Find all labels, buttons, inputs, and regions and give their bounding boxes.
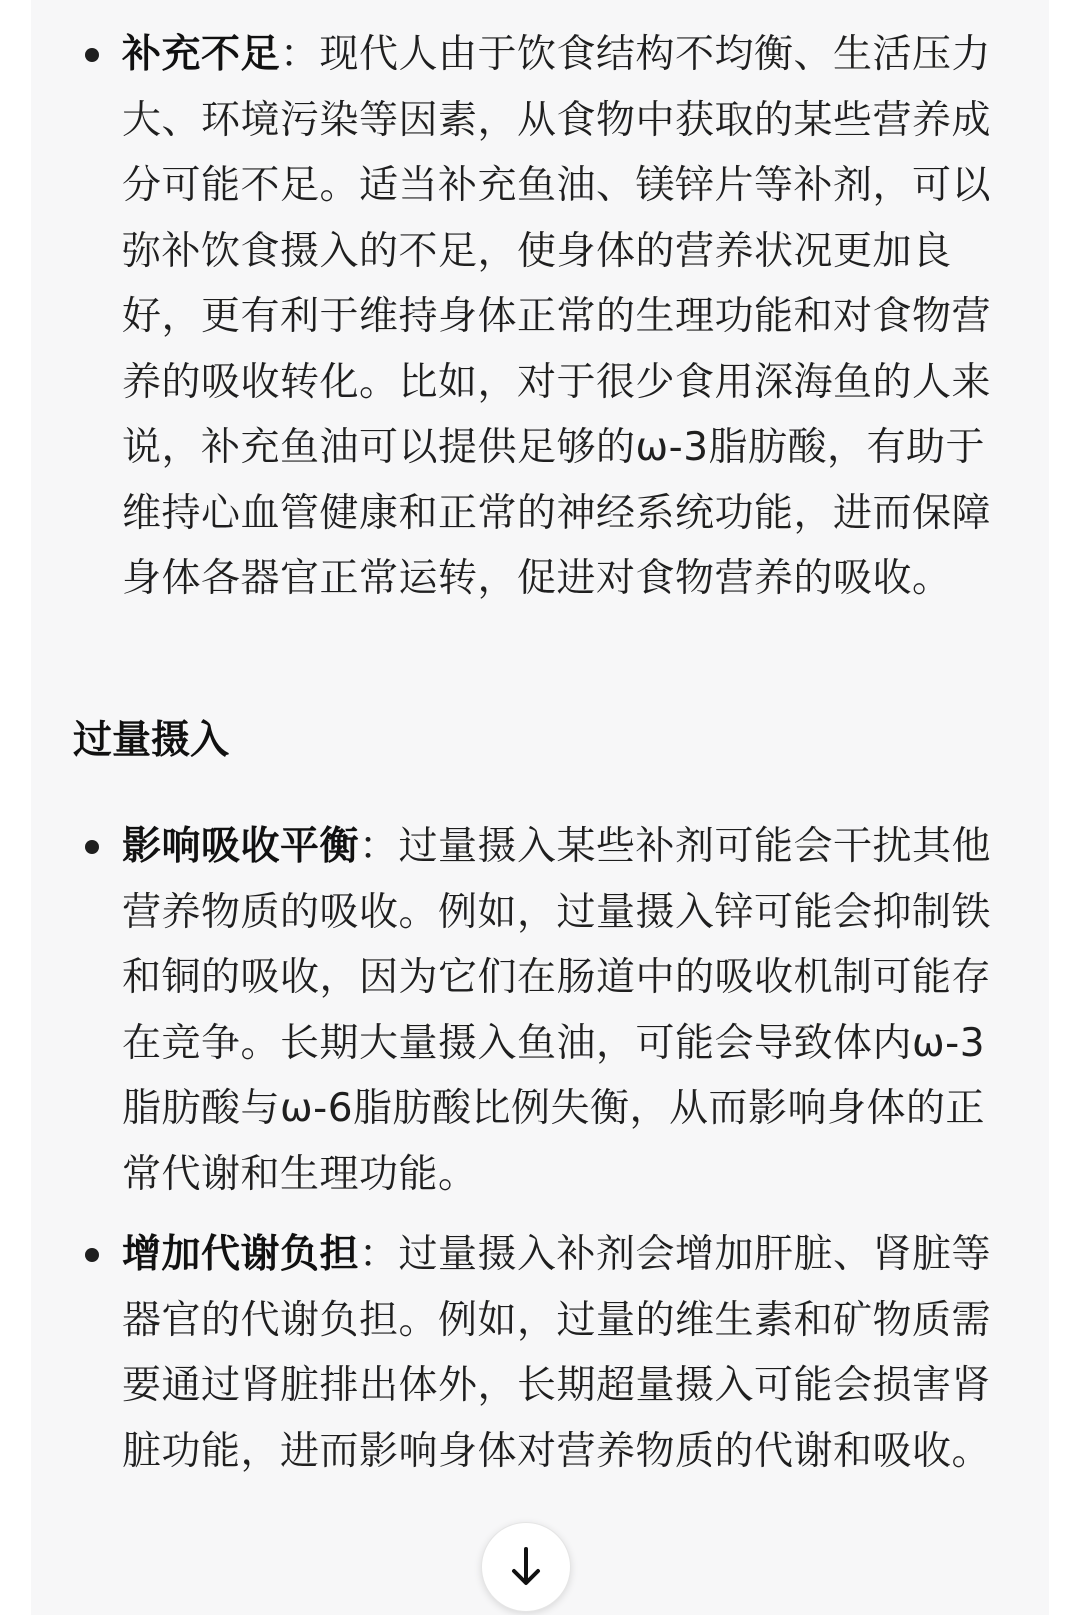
arrow-down-icon — [508, 1545, 544, 1589]
list-item — [31, 814, 1049, 1207]
bullet-icon — [85, 1248, 99, 1262]
message-panel — [31, 0, 1049, 1615]
item-separator: ： — [280, 32, 320, 77]
list-item — [31, 1222, 1049, 1484]
item-term: 增加代谢负担 — [122, 1232, 360, 1277]
bullet-icon — [85, 840, 99, 854]
item-text: 现代人由于饮食结构不均衡、生活压力大、环境污染等因素，从食物中获取的某些营养成分可能不足。适当补充鱼油、镁锌片等补剂，可以弥补饮食摄入的不足，使身体的营养状况更加良好，更有利于维持身体正常的生理功能和对食物营养的吸收转化。比如，对于很少食用深海鱼的人来说，补充鱼油可以提供足够的ω-3脂肪酸，有助于维持心血管健康和正常的神经系统功能，进而保障身体各器官正常运转，促进对食物营养的吸收。 — [122, 32, 992, 601]
item-separator: ： — [359, 824, 399, 869]
section-heading: 过量摄入 — [73, 718, 230, 763]
item-term: 影响吸收平衡 — [122, 824, 360, 869]
list-item — [31, 22, 1049, 612]
item-term: 补充不足 — [122, 32, 281, 77]
item-text: 过量摄入某些补剂可能会干扰其他营养物质的吸收。例如，过量摄入锌可能会抑制铁和铜的吸收，因为它们在肠道中的吸收机制可能存在竞争。长期大量摄入鱼油，可能会导致体内ω-3脂肪酸与ω-6脂肪酸比例失衡，从而影响身体的正常代谢和生理功能。 — [122, 824, 992, 1197]
item-text: 过量摄入补剂会增加肝脏、肾脏等器官的代谢负担。例如，过量的维生素和矿物质需要通过肾脏排出体外，长期超量摄入可能会损害肾脏功能，进而影响身体对营养物质的代谢和吸收。 — [122, 1232, 992, 1474]
bullet-icon — [85, 48, 99, 62]
item-separator: ： — [359, 1232, 399, 1277]
scroll-to-bottom-button[interactable] — [481, 1522, 571, 1612]
